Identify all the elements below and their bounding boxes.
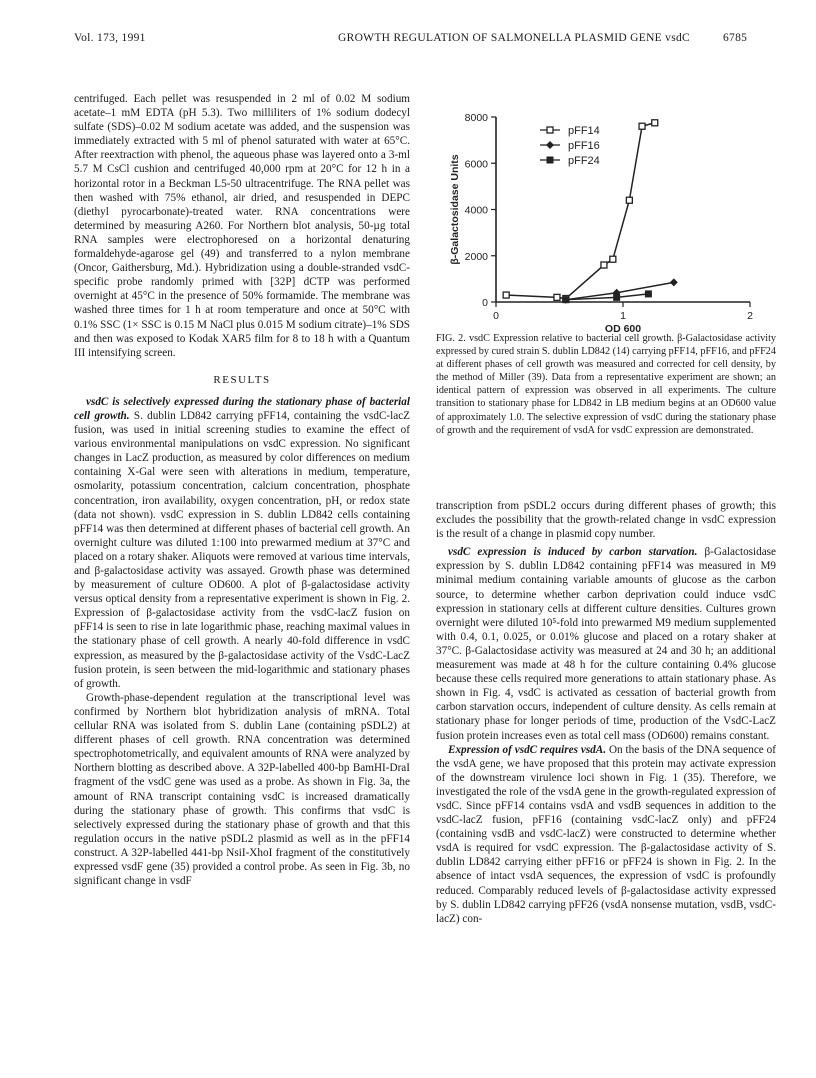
section-heading: RESULTS [213, 373, 271, 386]
x-tick-label: 2 [747, 310, 753, 322]
x-axis-label: OD 600 [604, 323, 642, 332]
running-header-volume: Vol. 173, 1991 [74, 32, 146, 44]
caption-text: vsdC Expression relative to bacterial cell growth. β-Galactosidase activity expressed by cured strain S. dublin LD842 (14) carrying pFF14, pFF16, and pFF24 at different phases of cell growth was measured and corrected for cell density, by the method of Miller (39). Data from a representative experiment are shown; an identical pattern of expression was observed in all experiments. The culture transition to stationary phase for LD842 in LB medium begins at an OD600 value of approximately 1.0. The selective expression of vsdC during the stationary phase of growth and the requirement of vsdA for vsdC expression are demonstrated. [436, 333, 776, 436]
data-point-pFF24 [614, 294, 620, 300]
data-point-pFF16 [670, 278, 678, 286]
x-tick-label: 1 [620, 310, 626, 322]
running-header-title: GROWTH REGULATION OF SALMONELLA PLASMID GENE vsdC [338, 32, 691, 44]
x-tick-label: 0 [493, 310, 499, 322]
figure-2-chart [436, 100, 776, 332]
carbon-starvation-paragraph [436, 545, 776, 742]
data-point-pFF14 [554, 294, 560, 300]
legend-label-pFF14: pFF14 [568, 125, 600, 137]
y-tick-label: 8000 [464, 112, 488, 124]
legend-label-pFF16: pFF16 [568, 140, 600, 152]
data-point-pFF14 [639, 123, 645, 129]
chart-axes [449, 112, 753, 332]
paragraph-body: On the basis of the DNA sequence of the vsdA gene, we have proposed that this protein may activate expression of the downstream virulence loci shown in Fig. 1 (35). Therefore, we investigated the role of the vsdA gene in the growth-regulated expression of vsdC. Since pFF14 contains vsdA and vsdB sequences in addition to the vsdC-lacZ fusion, pFF16 (containing vsdC-lacZ only) and pFF24 (containing vsdB and vsdC-lacZ) were constructed to determine whether vsdA is required for vsdC expression. The β-galactosidase activity of S. dublin LD842 carrying either pFF16 or pFF24 is shown in Fig. 2. In the absence of intact vsdA sequences, the expression of vsdC is profoundly reduced. Comparably reduced levels of β-galactosidase activity expressed by S. dublin LD842 carrying pFF26 (vsdA nonsense mutation, vsdB, vsdC-lacZ) con- [436, 743, 776, 925]
y-tick-label: 0 [482, 297, 488, 309]
chart-svg [436, 100, 776, 332]
left-text-column [74, 92, 410, 888]
caption-label: FIG. 2. [436, 333, 466, 344]
legend-marker-pFF14 [547, 127, 553, 133]
vsda-requirement-paragraph [436, 743, 776, 926]
data-point-pFF14 [601, 262, 607, 268]
paragraph-heading: vsdC expression is induced by carbon starvation. [448, 546, 698, 559]
data-point-pFF14 [610, 256, 616, 262]
results-paragraph-stationary [74, 395, 410, 691]
y-tick-label: 2000 [464, 250, 488, 263]
data-point-pFF14 [626, 197, 632, 203]
y-tick-label: 4000 [464, 204, 488, 217]
paragraph-heading: Expression of vsdC requires vsdA. [448, 743, 607, 756]
data-point-pFF24 [563, 297, 569, 303]
methods-paragraph: centrifuged. Each pellet was resuspended in 2 ml of 0.02 M sodium acetate–1 mM EDTA (pH 5.3). Two milliliters of 1% sodium dodecyl sulfate (SDS)–0.02 M sodium acetate was added, and the suspension was immediately extracted with 5 ml of phenol saturated with water at 65°C. After reextraction with phenol, the aqueous phase was layered onto a 3-ml 5.7 M CsCl cushion and centrifuged 40,000 rpm at 20°C for 12 h in a horizontal rotor in a Beckman L5-50 ultracentrifuge. The RNA pellet was then washed with 75% ethanol, air dried, and resuspended in DEPC (diethyl pyrocarbonate)-treated water. RNA concentrations were determined by measuring A260. For Northern blot analysis, 50-µg total RNA samples were electrophoresed on a horizontal denaturing formaldehyde-agarose gel (49) and transferred to a nylon membrane (Oncor, Gaithersburg, Md.). Hybridization using a double-stranded vsdC-specific probe randomly primed with [32P] dCTP was performed overnight at 45°C in the presence of 50% formamide. The membrane was washed three times for 1 h at room temperature and once at 50°C with 0.1% SSC (1× SSC is 0.15 M NaCl plus 0.015 M sodium citrate)–1% SDS and then was exposed to Kodak XAR5 film for 8 to 18 h with a Quantum III intensifying screen. [74, 93, 410, 359]
data-point-pFF14 [652, 120, 658, 126]
legend-marker-pFF16 [546, 141, 554, 149]
copy-number-paragraph: transcription from pSDL2 occurs during different phases of growth; this excludes the possibility that the growth-related change in vsdC expression is the result of a change in plasmid copy number. [436, 500, 776, 541]
legend-marker-pFF24 [547, 157, 553, 163]
right-text-column [436, 499, 776, 926]
paragraph-heading: vsdC is selectively expressed during the stationary phase of bacterial cell growth. [74, 395, 410, 422]
y-axis-label: β-Galactosidase Units [449, 154, 461, 265]
results-paragraph-northern: Growth-phase-dependent regulation at the transcriptional level was confirmed by Northern blot hybridization analysis of mRNA. Total cellular RNA was isolated from S. dublin Lane (containing pSDL2) at different phases of cell growth. RNA concentration was determined spectrophotometrically, and equivalent amounts of RNA were analyzed by Northern blotting as described above. A 32P-labelled 400-bp BamHI-DraI fragment of the vsdC gene was used as a probe. As shown in Fig. 3a, the amount of RNA transcript containing vsdC is increased dramatically during the stationary phase of growth. This confirms that vsdC is selectively expressed during the stationary phase of growth and that this regulation occurs in the native pSDL2 plasmid as well as in the pFF14 construct. A 32P-labelled 441-bp NsiI-XhoI fragment of the constitutively expressed vsdF gene (35) provided a control probe. As seen in Fig. 3b, no significant change in vsdF [74, 691, 410, 888]
data-point-pFF24 [645, 291, 651, 297]
figure-caption [436, 332, 776, 437]
page-number: 6785 [723, 32, 748, 44]
legend-label-pFF24: pFF24 [568, 155, 600, 167]
y-tick-label: 6000 [464, 158, 488, 171]
chart-legend [540, 125, 600, 167]
paragraph-body: β-Galactosidase expression by S. dublin LD842 containing pFF14 was measured in M9 minimal medium containing variable amounts of glucose as the carbon source, to determine whether carbon deprivation could induce vsdC expression in stationary cells at different culture densities. Cultures grown overnight were diluted 10⁵-fold into prewarmed M9 medium supplemented with 0.4, 0.1, 0.025, or 0.01% glucose and placed on a rotary shaker at 37°C. β-Galactosidase activity was measured at 24 and 30 h; an additional measurement was made at 48 h for the culture containing 0.4% glucose because these cells required more generations to attain stationary phase. As shown in Fig. 4, vsdC is activated as cessation of bacterial growth from carbon starvation occurs, independent of culture density. As cells remain at stationary phase for longer periods of time, production of the VsdC-LacZ fusion protein increases even as total cell mass (OD600) remains constant. [436, 546, 777, 742]
paragraph-body: S. dublin LD842 carrying pFF14, containing the vsdC-lacZ fusion, was used in initial screening studies to examine the effect of various environmental manipulations on vsdC expression. No significant changes in LacZ production, as measured by color differences on medium containing X-Gal were seen with alterations in medium, temperature, osmolarity, potassium concentration, calcium concentration, phosphate concentration, iron availability, oxygen concentration, pH, or redox state (data not shown). vsdC expression in S. dublin LD842 cells containing pFF14 was then determined at different phases of bacterial cell growth. An overnight culture was diluted 1:100 into prewarmed medium at 37°C and placed on a rotary shaker. Aliquots were removed at various time intervals, and β-galactosidase activity was assayed. Growth phase was determined by measurement of culture OD600. A plot of β-galactosidase activity versus optical density from a representative experiment is shown in Fig. 2. Expression of β-galactosidase activity from the vsdC-lacZ fusion on pFF14 is seen to rise in late logarithmic phase, reaching maximal values in the stationary phase of cell growth. A nearly 40-fold difference in vsdC expression, as measured by the β-galactosidase activity of the VsdC-LacZ fusion protein, is seen between the mid-logarithmic and stationary phases of growth. [74, 409, 411, 690]
data-point-pFF14 [503, 292, 509, 298]
